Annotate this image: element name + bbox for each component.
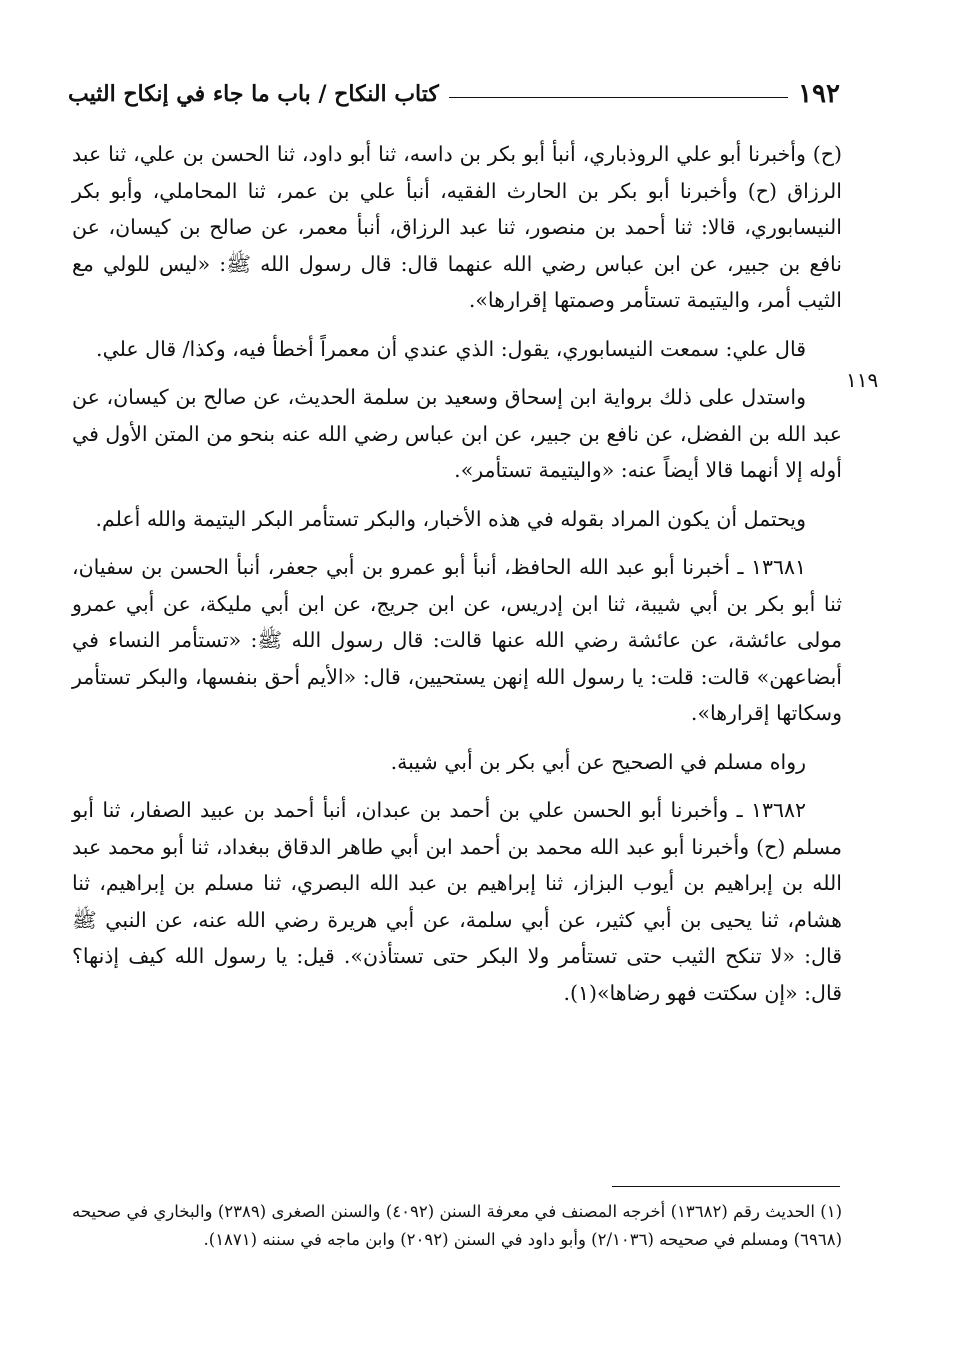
footnote-separator — [612, 1186, 840, 1187]
main-text — [72, 136, 842, 1023]
paragraph-rawahu-muslim: رواه مسلم في الصحيح عن أبي بكر بن أبي شيبة. — [390, 749, 806, 774]
paragraph-istadalla: واستدل على ذلك برواية ابن إسحاق وسعيد بن سلمة الحديث، عن صالح بن كيسان، عن عبد الله بن الفضل، عن نافع بن جبير، عن ابن عباس رضي الله عنه بنحو من المتن الأول في أوله إلا أنهما قالا أيضاً عنه: «واليتيمة تستأمر». — [72, 385, 842, 482]
paragraph-qala-ali: قال علي: سمعت النيسابوري، يقول: الذي عندي أن معمراً أخطأ فيه، وكذا/ قال علي. — [96, 336, 806, 361]
margin-volume-number: ١١٩ — [846, 368, 879, 392]
page-header — [68, 74, 840, 114]
hadith-13682: ١٣٦٨٢ ـ وأخبرنا أبو الحسن علي بن أحمد بن عبدان، أنبأ أحمد بن عبيد الصفار، ثنا أبو مسلم (ح) وأخبرنا أبو عبد الله محمد بن أحمد ابن أبي طاهر الدقاق ببغداد، ثنا أبو محمد عبد الله بن إبراهيم بن أيوب البزاز، ثنا إبراهيم بن عبد الله البصري، ثنا مسلم بن إبراهيم، ثنا هشام، ثنا يحيى بن أبي كثير، عن أبي سلمة، عن أبي هريرة رضي الله عنه، عن النبي ﷺ قال: «لا تنكح الثيب حتى تستأمر ولا البكر حتى تستأذن». قيل: يا رسول الله كيف إذنها؟ قال: «إن سكتت فهو رضاها»(١). — [72, 798, 842, 1005]
page-number: ١٩٢ — [798, 79, 840, 109]
paragraph-isnad-1: (ح) وأخبرنا أبو علي الروذباري، أنبأ أبو بكر بن داسه، ثنا أبو داود، ثنا الحسن بن علي، ثنا عبد الرزاق (ح) وأخبرنا أبو بكر بن الحارث الفقيه، أنبأ علي بن عمر، ثنا المحاملي، وأبو بكر النيسابوري، قالا: ثنا أحمد بن منصور، ثنا عبد الرزاق، أنبأ معمر، عن صالح بن كيسان، عن نافع بن جبير، عن ابن عباس رضي الله عنهما قال: قال رسول الله ﷺ: «ليس للولي مع الثيب أمر، واليتيمة تستأمر وصمتها إقرارها». — [72, 142, 842, 312]
running-title: كتاب النكاح / باب ما جاء في إنكاح الثيب — [68, 81, 439, 107]
footnote: (١) الحديث رقم (١٣٦٨٢) أخرجه المصنف في معرفة السنن (٤٠٩٢) والسنن الصغرى (٢٣٨٩) والبخاري في صحيحه (٦٩٦٨) ومسلم في صحيحه (٢/١٠٣٦) وأبو داود في السنن (٢٠٩٢) وابن ماجه في سننه (١٨٧١). — [72, 1202, 842, 1249]
paragraph-yahtamil: ويحتمل أن يكون المراد بقوله في هذه الأخبار، والبكر تستأمر البكر اليتيمة والله أعلم. — [95, 506, 806, 531]
header-rule — [449, 97, 788, 98]
hadith-13681: ١٣٦٨١ ـ أخبرنا أبو عبد الله الحافظ، أنبأ أبو عمرو بن أبي جعفر، أنبأ الحسن بن سفيان، ثنا أبو بكر بن أبي شيبة، ثنا ابن إدريس، عن ابن جريج، عن ابن أبي مليكة، عن أبي عمرو مولى عائشة، عن عائشة رضي الله عنها قالت: قال رسول الله ﷺ: «تستأمر النساء في أبضاعهن» قالت: قلت: يا رسول الله إنهن يستحيين، قال: «الأيم أحق بنفسها، والبكر تستأمر وسكاتها إقرارها». — [72, 555, 842, 725]
